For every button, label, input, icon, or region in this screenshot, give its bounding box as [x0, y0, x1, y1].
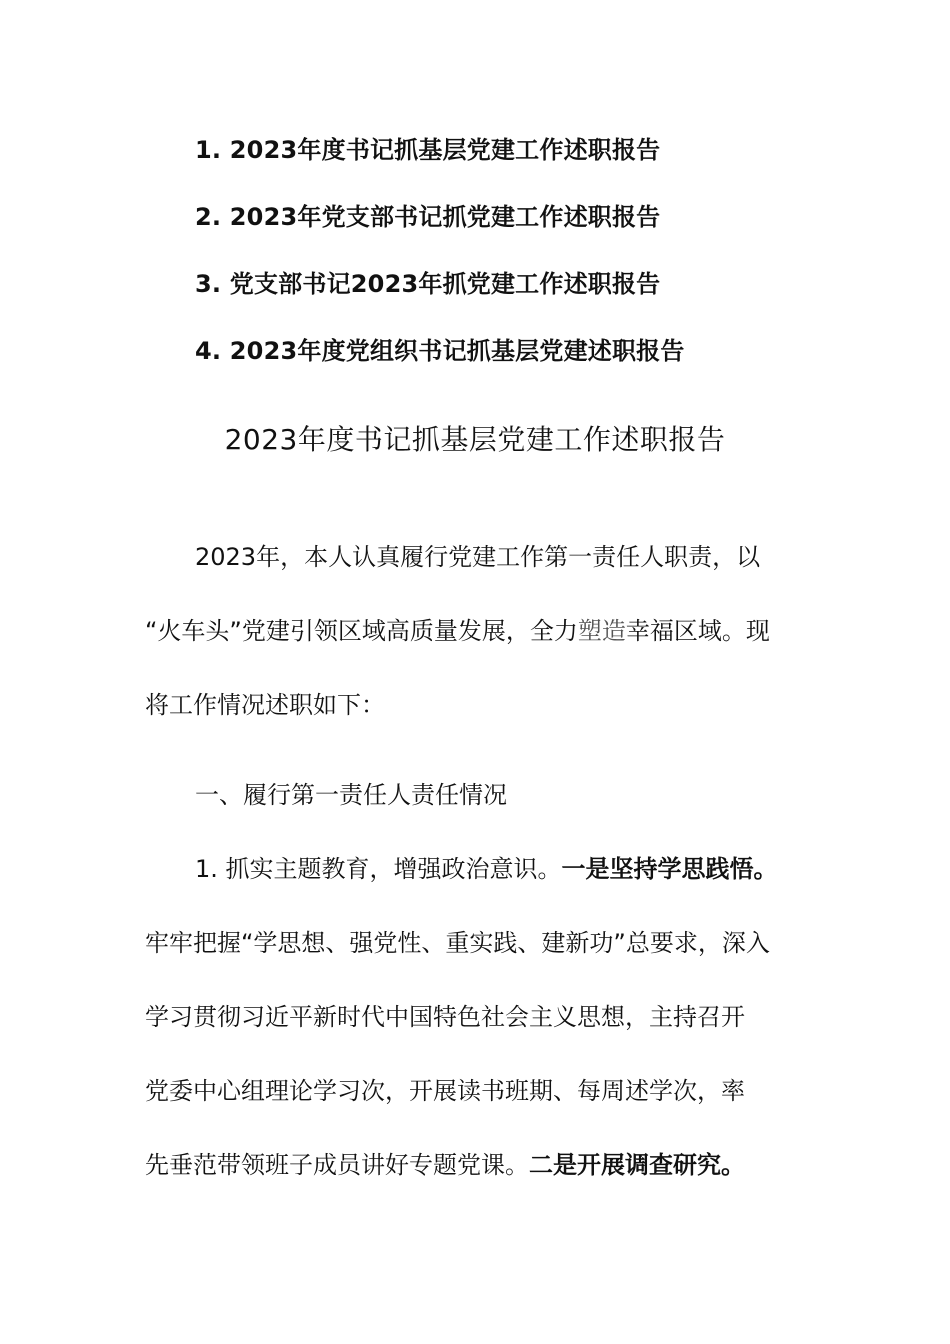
para1-line-4: 党委中心组理论学习次，开展读书班期、每周述学次，率 — [145, 1077, 745, 1105]
toc-item-3: 3. 党支部书记2023年抓党建工作述职报告 — [195, 270, 661, 298]
para1-line-5 — [145, 1143, 815, 1217]
para1-line-2: 牢牢把握“学思想、强党性、重实践、建新功”总要求，深入 — [145, 929, 770, 957]
para1-line-5-bold: 二是开展调查研究。 — [529, 1151, 745, 1179]
intro-line-2 — [145, 609, 815, 683]
para1-line-1-bold: 一是坚持学思践悟。 — [561, 855, 778, 883]
toc-item-2: 2. 2023年党支部书记抓党建工作述职报告 — [195, 203, 661, 231]
para1-line-3: 学习贯彻习近平新时代中国特色社会主义思想，主持召开 — [145, 1003, 745, 1031]
intro-line-1: 2023年，本人认真履行党建工作第一责任人职责，以 — [195, 543, 761, 571]
intro-line-2-part-c: 幸福区域。现 — [625, 617, 770, 645]
para1-line-1 — [145, 847, 815, 921]
table-of-contents — [195, 130, 835, 398]
toc-item-1: 1. 2023年度书记抓基层党建工作述职报告 — [195, 136, 661, 164]
toc-item-4: 4. 2023年度党组织书记抓基层党建述职报告 — [195, 337, 685, 365]
intro-line-2-part-a: “火车头”党建引领区域高质量发展，全力 — [145, 617, 578, 645]
para1-line-5-normal: 先垂范带领班子成员讲好专题党课。 — [145, 1151, 529, 1179]
para1-line-1-normal: 1. 抓实主题教育，增强政治意识。 — [195, 855, 562, 883]
intro-line-2-part-b: 塑造 — [577, 617, 626, 645]
section-heading: 一、履行第一责任人责任情况 — [195, 781, 507, 809]
intro-line-3: 将工作情况述职如下： — [145, 691, 385, 719]
document-body — [145, 535, 815, 1217]
document-title: 2023年度书记抓基层党建工作述职报告 — [224, 423, 726, 456]
